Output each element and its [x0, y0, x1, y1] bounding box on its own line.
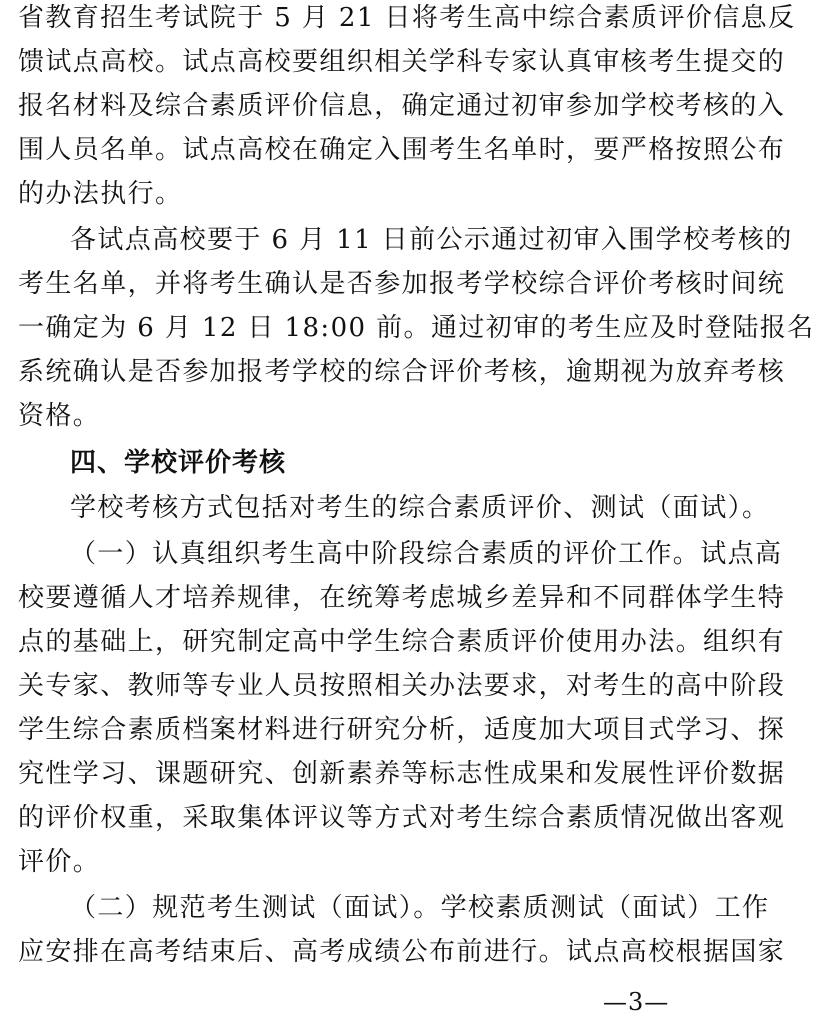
subsection-line: （二）规范考生测试（面试）。学校素质测试（面试）工作	[70, 893, 770, 923]
paragraph-line: 各试点高校要于 6 月 11 日前公示通过初审入围学校考核的	[70, 225, 793, 255]
paragraph-line: 学校考核方式包括对考生的综合素质评价、测试（面试）。	[70, 493, 770, 523]
section-heading: 四、学校评价考核	[70, 448, 287, 478]
paragraph-line: 应安排在高考结束后、高考成绩公布前进行。试点高校根据国家	[18, 937, 786, 967]
paragraph-line: 校要遵循人才培养规律，在统筹考虑城乡差异和不同群体学生特	[18, 583, 786, 613]
subsection-line: （一）认真组织考生高中阶段综合素质的评价工作。试点高	[70, 539, 783, 569]
paragraph-line: 考生名单，并将考生确认是否参加报考学校综合评价考核时间统	[18, 269, 786, 299]
paragraph-line: 报名材料及综合素质评价信息，确定通过初审参加学校考核的入	[18, 91, 786, 121]
paragraph-line: 省教育招生考试院于 5 月 21 日将考生高中综合素质评价信息反	[18, 3, 796, 33]
paragraph-line: 的办法执行。	[18, 179, 183, 209]
paragraph-line: 的评价权重，采取集体评议等方式对考生综合素质情况做出客观	[18, 803, 786, 833]
paragraph-line: 馈试点高校。试点高校要组织相关学科专家认真审核考生提交的	[18, 47, 786, 77]
page-number: —3—	[603, 988, 670, 1016]
paragraph-line: 资格。	[18, 401, 101, 431]
paragraph-line: 学生综合素质档案材料进行研究分析，适度加大项目式学习、探	[18, 715, 786, 745]
paragraph-line: 系统确认是否参加报考学校的综合评价考核，逾期视为放弃考核	[18, 357, 786, 387]
paragraph-line: 关专家、教师等专业人员按照相关办法要求，对考生的高中阶段	[18, 671, 786, 701]
paragraph-line: 究性学习、课题研究、创新素养等标志性成果和发展性评价数据	[18, 759, 786, 789]
paragraph-line: 围人员名单。试点高校在确定入围考生名单时，要严格按照公布	[18, 135, 786, 165]
paragraph-line: 一确定为 6 月 12 日 18:00 前。通过初审的考生应及时登陆报名	[18, 313, 815, 343]
paragraph-line: 点的基础上，研究制定高中学生综合素质评价使用办法。组织有	[18, 627, 786, 657]
paragraph-line: 评价。	[18, 847, 101, 877]
